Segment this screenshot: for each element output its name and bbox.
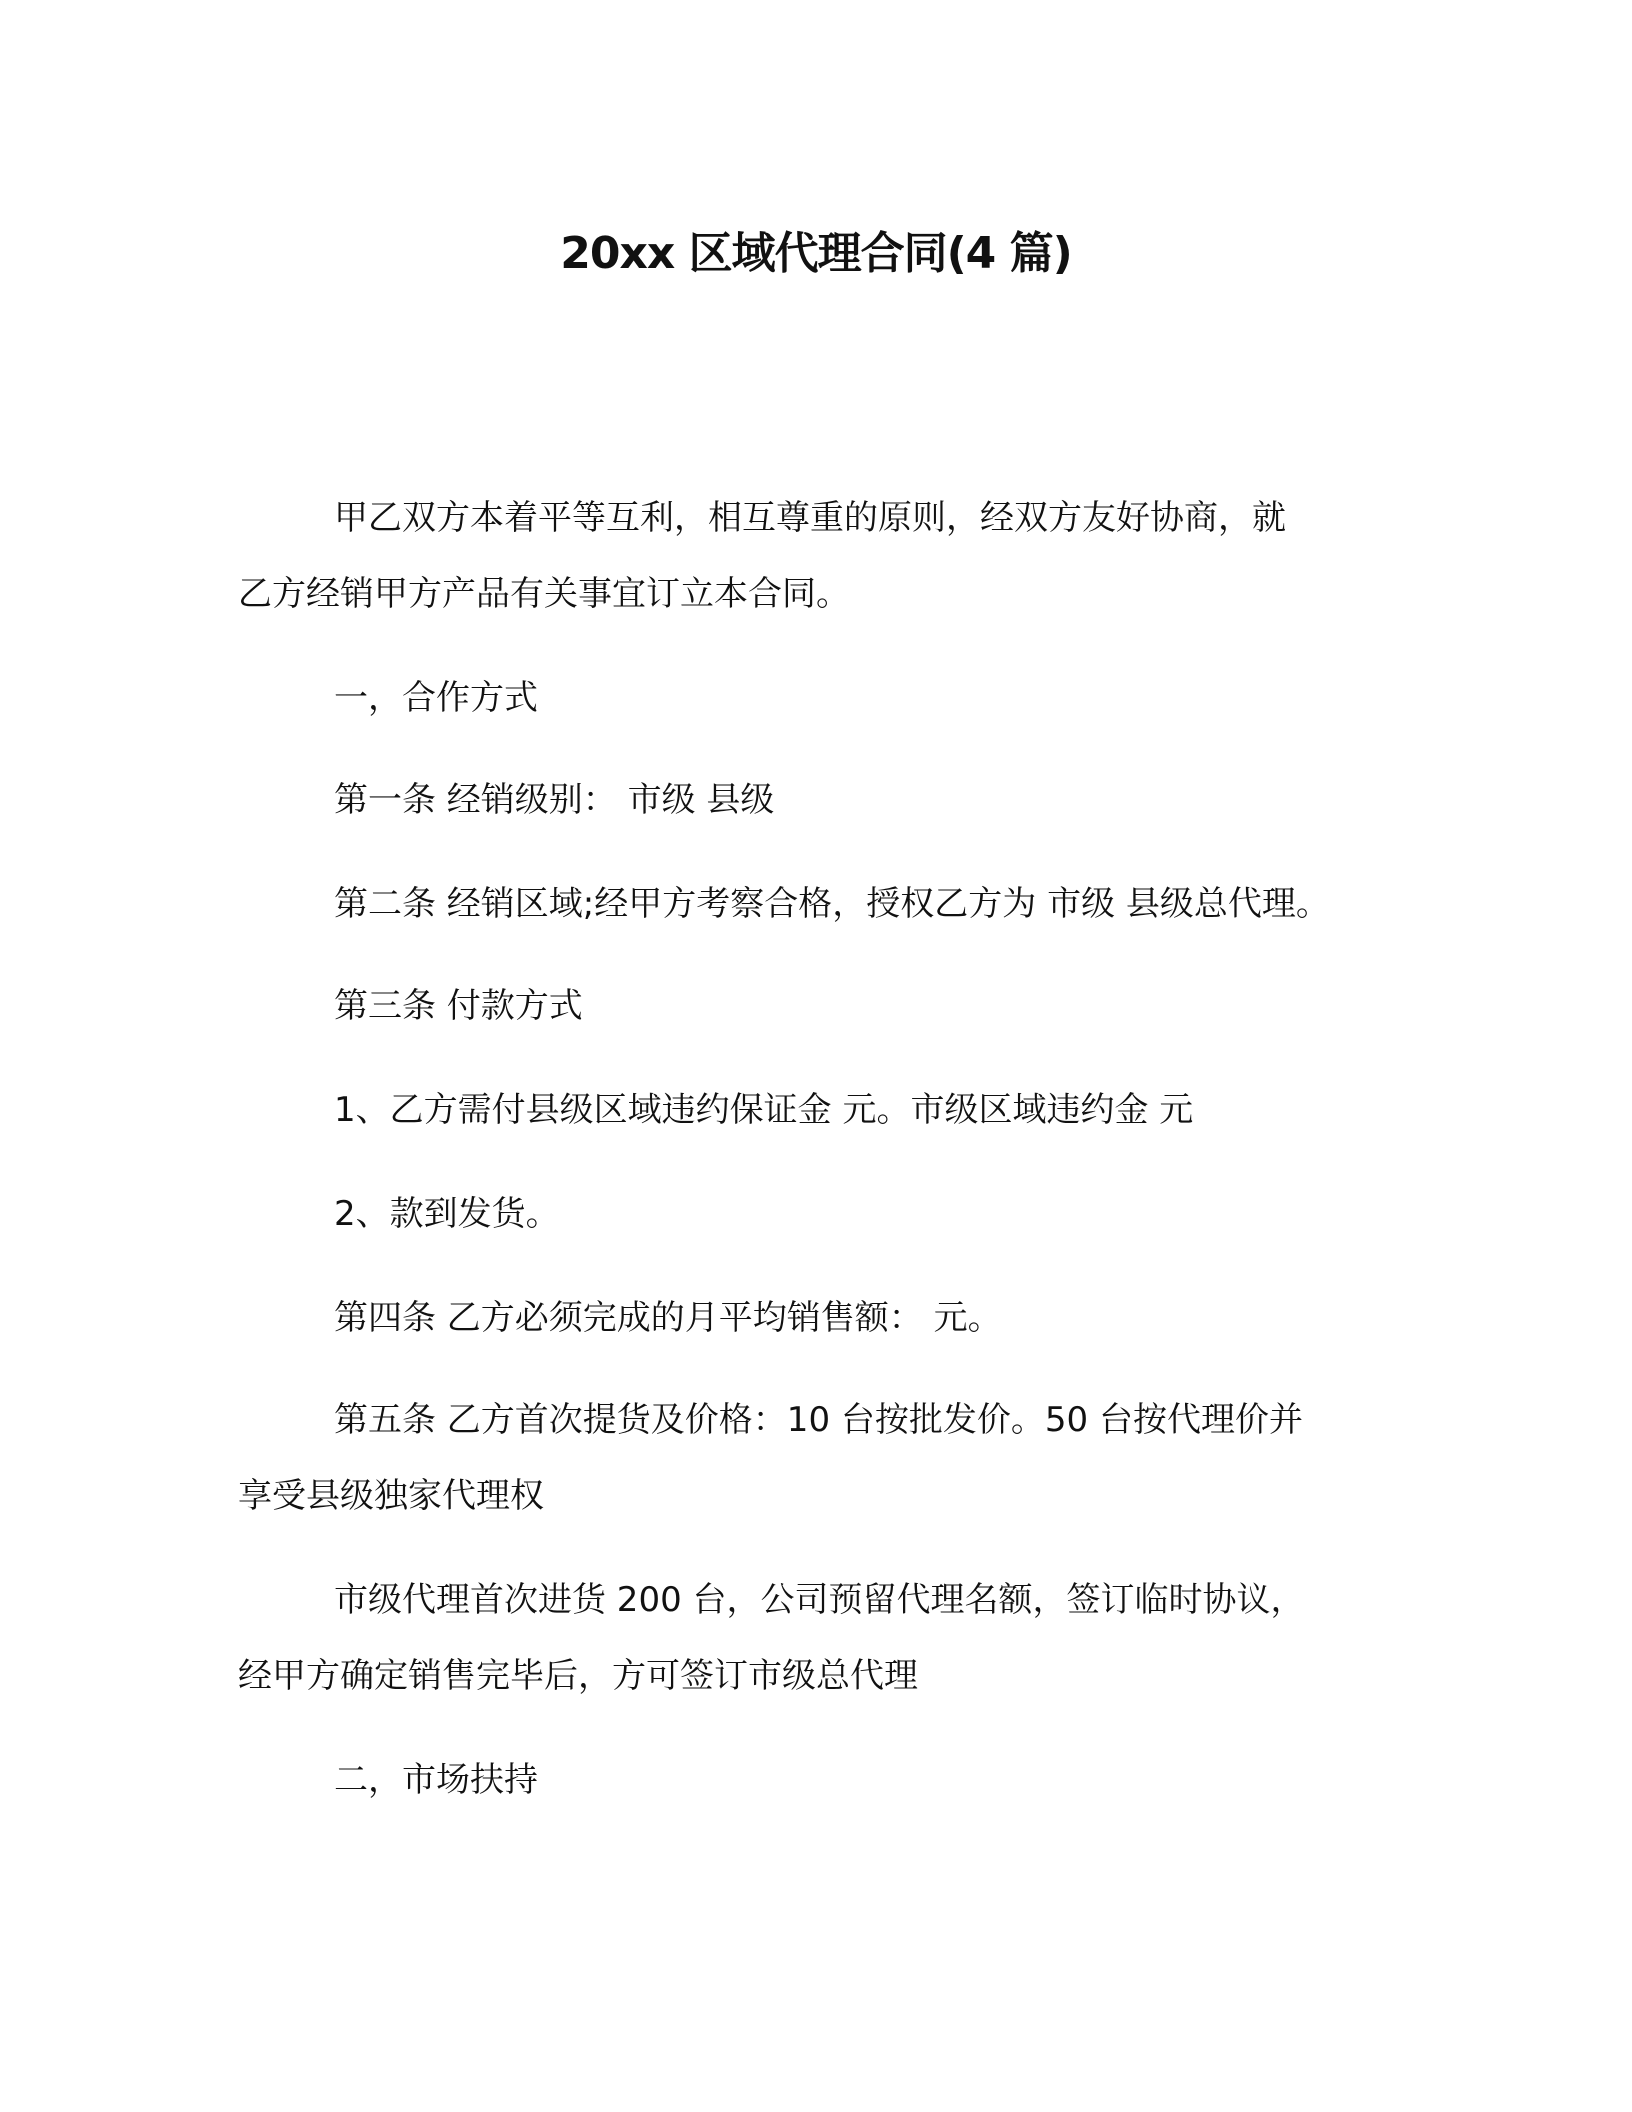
article-3-item-2: 2、款到发货。 (334, 1194, 560, 1234)
city-agent-line-2: 经甲方确定销售完毕后，方可签订市级总代理 (238, 1656, 918, 1696)
section-heading-cooperation: 一，合作方式 (334, 678, 538, 718)
article-3: 第三条 付款方式 (334, 986, 583, 1026)
article-5-line-2: 享受县级独家代理权 (238, 1476, 544, 1516)
intro-line-2: 乙方经销甲方产品有关事宜订立本合同。 (238, 574, 850, 614)
article-2: 第二条 经销区域;经甲方考察合格，授权乙方为 市级 县级总代理。 (334, 884, 1330, 924)
article-1: 第一条 经销级别： 市级 县级 (334, 780, 775, 820)
document-title: 20xx 区域代理合同(4 篇) (560, 228, 1072, 279)
city-agent-line-1: 市级代理首次进货 200 台，公司预留代理名额，签订临时协议， (334, 1580, 1305, 1620)
intro-line-1: 甲乙双方本着平等互利，相互尊重的原则，经双方友好协商，就 (334, 498, 1286, 538)
article-5-line-1: 第五条 乙方首次提货及价格：10 台按批发价。50 台按代理价并 (334, 1400, 1303, 1440)
article-4: 第四条 乙方必须完成的月平均销售额： 元。 (334, 1298, 1002, 1338)
article-3-item-1: 1、乙方需付县级区域违约保证金 元。市级区域违约金 元 (334, 1090, 1194, 1130)
section-heading-market-support: 二，市场扶持 (334, 1760, 538, 1800)
